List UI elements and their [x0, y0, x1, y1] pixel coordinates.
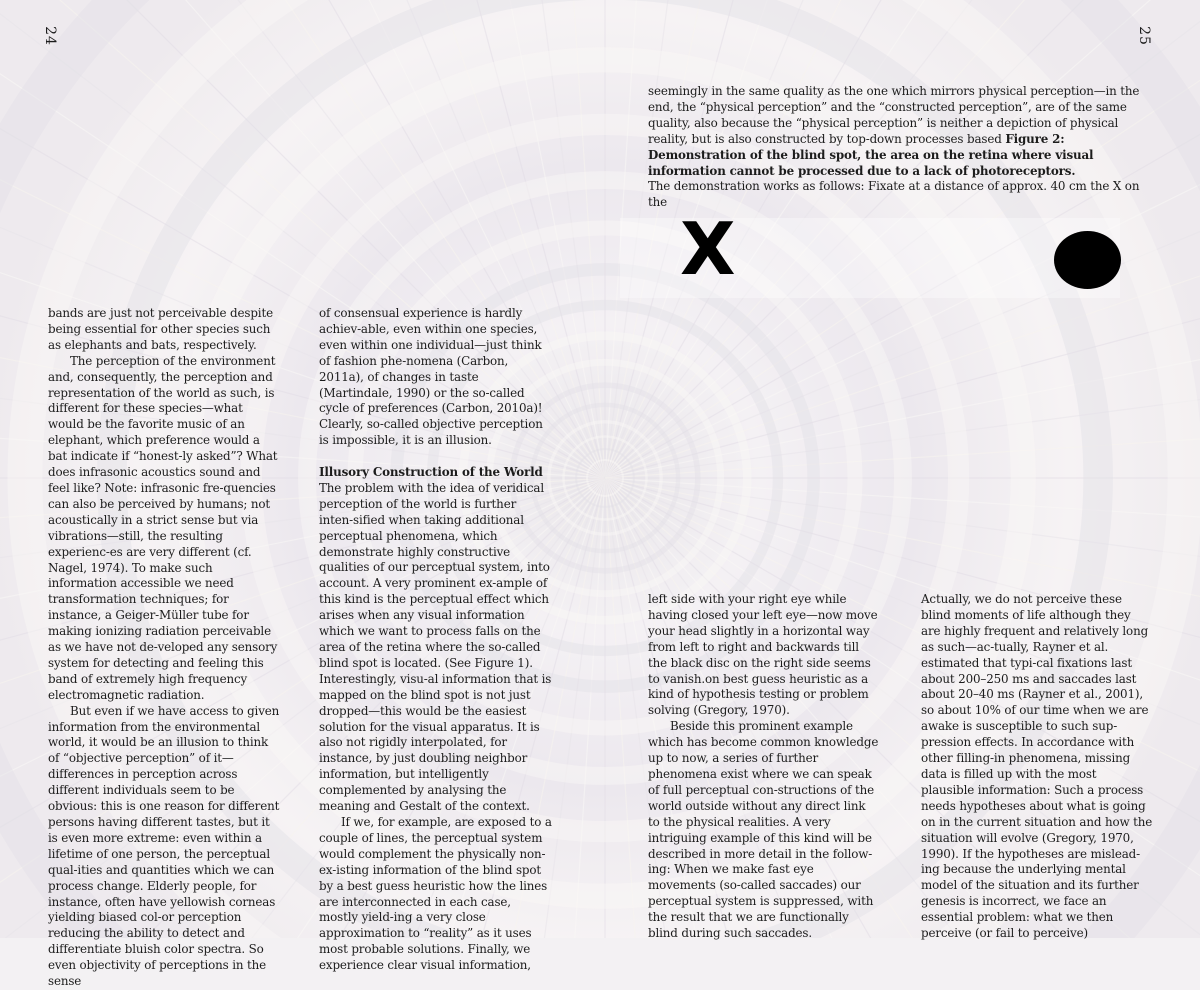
- top-right-text: [648, 84, 1148, 211]
- paragraph: bands are just not perceivable despite being essential for other species such as elephants and bats, respectively.: [48, 306, 273, 352]
- body-text: seemingly in the same quality as the one which mirrors physical perception—in the end, the “physical perception” and the “constructed perception”, are of the same quality, also because the “physical perception” is neither a depiction of physical reality, but is also constructed by top-down processes based: [648, 84, 1140, 146]
- column-4: [921, 592, 1153, 942]
- column-2: [319, 306, 553, 974]
- paragraph: left side with your right eye while having closed your left eye—now move your head slightly in a horizontal way from left to right and backwards till the black disc on the right side seems to vanish.on best guess heuristic as a kind of hypothesis testing or problem solving (Gregory, 1970).: [648, 592, 878, 718]
- paragraph: of consensual experience is hardly achiev-able, even within one species, even within one individual—just think of fashion phe-nomena (Carbon, 2011a), of changes in taste (Martindale, 1990) or the so-called cycle of preferences (Carbon, 2010a)! Clearly, so-called objective perception is impossible, it is an illusion.: [319, 306, 543, 448]
- paragraph: Beside this prominent example which has become common knowledge up to now, a series of further phenomena exist where we can speak of full perceptual con-structions of the world outside without any direct link to the physical realities. A very intriguing example of this kind will be described in more detail in the follow-ing: When we make fast eye movements (so-called saccades) our perceptual system is suppressed, with the result that we are functionally blind during such saccades.: [648, 719, 879, 941]
- paragraph: The problem with the idea of veridical perception of the world is further inten-sified when taking additional perceptual phenomena, which demonstrate highly constructive qualities of our perceptual system, into account. A very prominent ex-ample of this kind is the perceptual effect which arises when any visual information which we want to process falls on the area of the retina where the so-called blind spot is located. (See Figure 1). Interestingly, visu-al information that is mapped on the blind spot is not just dropped—this would be the easiest solution for the visual apparatus. It is also not rigidly interpolated, for instance, by just doubling neighbor information, but intelligently complemented by analysing the meaning and Gestalt of the context.: [319, 480, 552, 814]
- section-heading: Illusory Construction of the World: [319, 465, 543, 480]
- black-disc: [1054, 231, 1121, 289]
- paragraph: But even if we have access to given information from the environmental world, it would be an illusion to think of “objective perception” of it—differences in perception across different individuals seem to be obvious: this is one reason for different persons having different tastes, but it is even more extreme: even within a lifetime of one person, the perceptual qual-ities and quantities which we can process change. Elderly people, for instance, often have yellowish corneas yielding biased col-or perception reducing the ability to detect and differentiate bluish color spectra. So even objectivity of perceptions in the sense: [48, 703, 280, 989]
- fixation-x-marker: X: [680, 207, 736, 291]
- page-number-right: 25: [1135, 26, 1152, 46]
- page-number-left: 24: [41, 26, 58, 46]
- paragraph: The perception of the environment and, consequently, the perception and representation of the world as such, is different for these species—what would be the favorite music of an elephant, which preference would a bat indicate if “honest-ly asked”? What does infrasonic acoustics sound and feel like? Note: infrasonic fre-quencies can also be perceived by humans; not acoustically in a strict sense but via vibrations—still, the resulting experienc-es are very different (cf. Nagel, 1974). To make such information accessible we need transformation techniques; for instance, a Geiger-Müller tube for making ionizing radiation perceivable as we have not de-veloped any sensory system for detecting and feeling this band of extremely high frequency electromagnetic radiation.: [48, 353, 278, 702]
- paragraph: Actually, we do not perceive these blind moments of life although they are highly frequent and relatively long as such—ac-tually, Rayner et al. estimated that typi-cal fixations last about 200–250 ms and saccades last about 20–40 ms (Rayner et al., 2001), so about 10% of our time when we are awake is susceptible to such sup-pression effects. In accordance with other filling-in phenomena, missing data is filled up with the most plausible information: Such a process needs hypotheses about what is going on in the current situation and how the situation will evolve (Gregory, 1970, 1990). If the hypotheses are mislead-ing because the underlying mental model of the situation and its further genesis is incorrect, we face an essential problem: what we then perceive (or fail to perceive): [921, 592, 1153, 941]
- column-3: [648, 592, 880, 942]
- paragraph: If we, for example, are exposed to a couple of lines, the perceptual system would complement the physically non-ex-isting information of the blind spot by a best guess heuristic how the lines are interconnected in each case, mostly yield-ing a very close approximation to “reality” as it uses most probable solutions. Finally, we experience clear visual information,: [319, 814, 552, 973]
- figure-caption-text: The demonstration works as follows: Fixate at a distance of approx. 40 cm the X on the: [648, 179, 1140, 210]
- column-1: [48, 306, 282, 990]
- figure-caption-bold: Figure 2: Demonstration of the blind spot, the area on the retina where visual information cannot be processed due to a lack of photoreceptors.: [648, 131, 1094, 178]
